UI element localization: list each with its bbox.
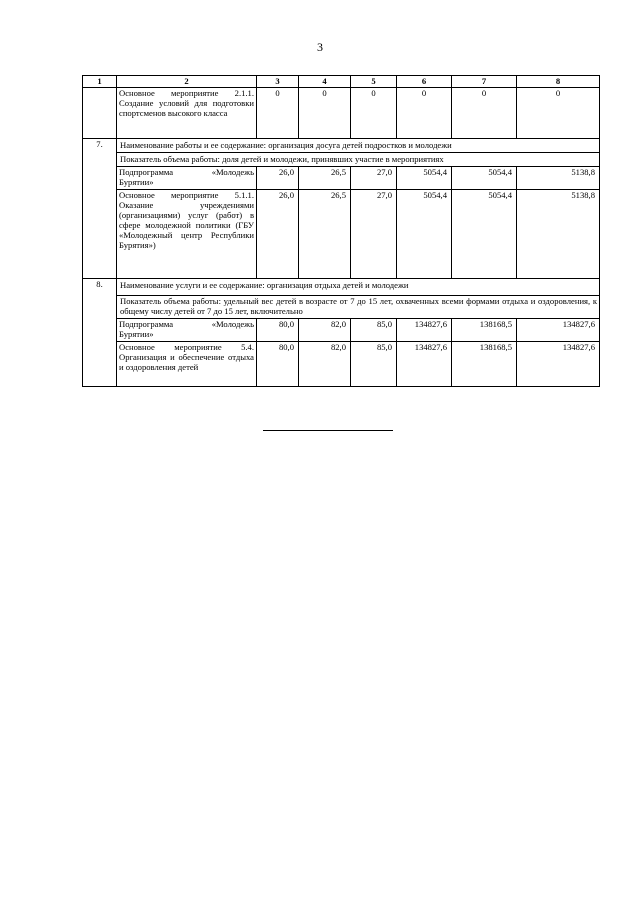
section-title-cell: Наименование работы и ее содержание: организация досуга детей подростков и молодежи [117, 139, 600, 153]
row-name-cell: Подпрограмма «Молодежь Бурятии» [117, 167, 257, 190]
value-cell: 27,0 [351, 167, 397, 190]
row-number-cell [83, 88, 117, 139]
value-cell: 26,0 [257, 190, 299, 279]
column-header: 4 [299, 76, 351, 88]
value-cell: 138168,5 [452, 342, 517, 387]
row-name-cell: Основное мероприятие 2.1.1. Создание условий для подготовки спортсменов высокого класса [117, 88, 257, 139]
indicator-cell: Показатель объема работы: доля детей и молодежи, принявших участие в мероприятиях [117, 153, 600, 167]
section-title-cell: Наименование услуги и ее содержание: организация отдыха детей и молодежи [117, 279, 600, 296]
value-cell: 82,0 [299, 342, 351, 387]
section-number-cell: 7. [83, 139, 117, 279]
value-cell: 26,0 [257, 167, 299, 190]
table-header-row [83, 76, 600, 88]
value-cell: 134827,6 [517, 342, 600, 387]
value-cell: 134827,6 [397, 342, 452, 387]
value-cell: 26,5 [299, 167, 351, 190]
column-header: 1 [83, 76, 117, 88]
column-header: 5 [351, 76, 397, 88]
value-cell: 5054,4 [397, 167, 452, 190]
value-cell: 80,0 [257, 342, 299, 387]
value-cell: 0 [351, 88, 397, 139]
section-number-cell: 8. [83, 279, 117, 387]
table-row [83, 88, 600, 139]
column-header: 3 [257, 76, 299, 88]
table-row [83, 167, 600, 190]
value-cell: 0 [517, 88, 600, 139]
section-title-row [83, 139, 600, 153]
row-name-cell: Основное мероприятие 5.1.1. Оказание учреждениями (организациями) услуг (работ) в сфере молодежной политики (ГБУ «Молодежный центр Республики Бурятия») [117, 190, 257, 279]
table-row [83, 319, 600, 342]
value-cell: 138168,5 [452, 319, 517, 342]
value-cell: 5054,4 [397, 190, 452, 279]
value-cell: 134827,6 [517, 319, 600, 342]
column-header: 7 [452, 76, 517, 88]
value-cell: 5054,4 [452, 167, 517, 190]
value-cell: 0 [397, 88, 452, 139]
footer-separator-line [263, 430, 393, 431]
value-cell: 27,0 [351, 190, 397, 279]
row-name-cell: Основное мероприятие 5.4. Организация и обеспечение отдыха и оздоровления детей [117, 342, 257, 387]
page-number: 3 [317, 40, 323, 54]
column-header: 2 [117, 76, 257, 88]
column-header: 8 [517, 76, 600, 88]
table-row [83, 342, 600, 387]
value-cell: 26,5 [299, 190, 351, 279]
value-cell: 80,0 [257, 319, 299, 342]
value-cell: 5138,8 [517, 190, 600, 279]
section-title-row [83, 279, 600, 296]
value-cell: 5054,4 [452, 190, 517, 279]
table-row [83, 190, 600, 279]
column-header: 6 [397, 76, 452, 88]
value-cell: 82,0 [299, 319, 351, 342]
row-name-cell: Подпрограмма «Молодежь Бурятии» [117, 319, 257, 342]
indicator-cell: Показатель объема работы: удельный вес детей в возрасте от 7 до 15 лет, охваченных всеми формами отдыха и оздоровления, к общему числу детей от 7 до 15 лет, включительно [117, 296, 600, 319]
value-cell: 0 [257, 88, 299, 139]
indicator-row [83, 153, 600, 167]
value-cell: 5138,8 [517, 167, 600, 190]
indicator-row [83, 296, 600, 319]
data-table [82, 75, 600, 387]
value-cell: 0 [299, 88, 351, 139]
value-cell: 85,0 [351, 319, 397, 342]
value-cell: 0 [452, 88, 517, 139]
value-cell: 134827,6 [397, 319, 452, 342]
value-cell: 85,0 [351, 342, 397, 387]
